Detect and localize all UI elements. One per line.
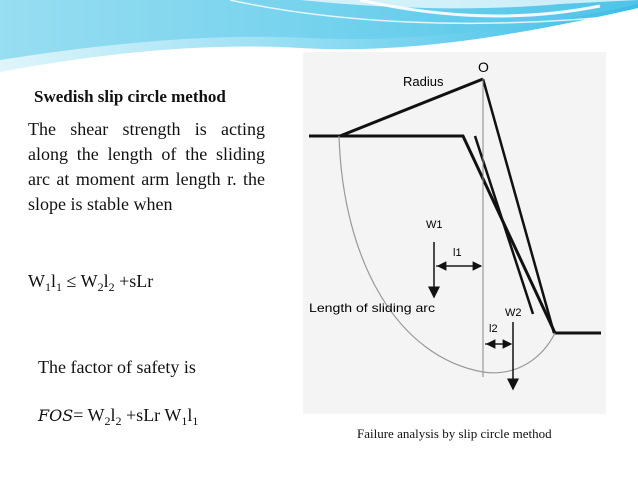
l1-label: l1 [453,247,462,259]
center-label: O [478,59,489,75]
fos-intro: The factor of safety is [38,357,196,377]
radius-label: Radius [403,74,444,89]
l2-label: l2 [489,323,498,335]
slip-circle-diagram [303,52,606,414]
figure-caption: Failure analysis by slip circle method [357,426,552,441]
fos-equation: $FOS= W_2l_2 +sLr$ $W_1l_1$ [38,405,199,428]
stability-condition: $W_1l_1 \le W_2l_2 +sLr$ [28,271,154,294]
slide-title: Swedish slip circle method [34,87,226,106]
arc-label: Length of sliding arc [309,301,435,315]
radius-line-right [483,79,554,333]
w2-label: W2 [505,307,522,319]
w1-label: W1 [426,219,443,231]
body-text: The shear strength is acting along the length of the sliding arc at moment arm length r. the slope is stable when [28,119,265,214]
sliding-arc [339,136,555,373]
